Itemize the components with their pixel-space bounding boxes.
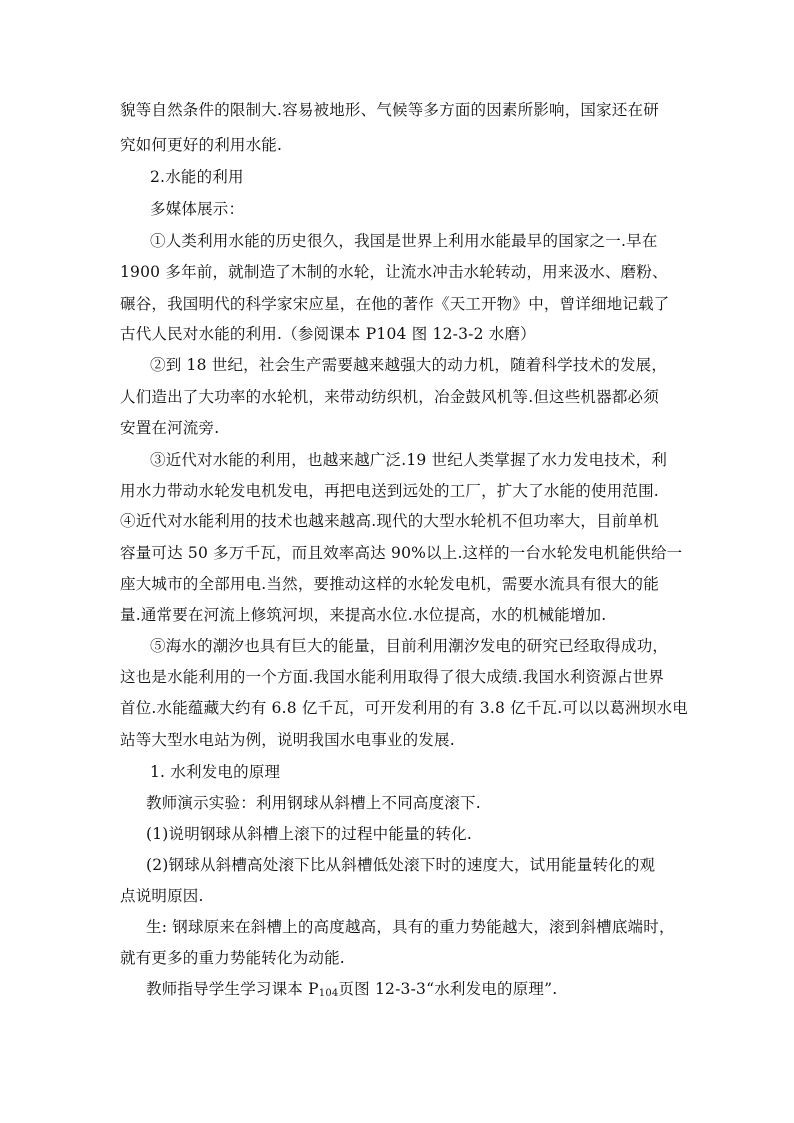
paragraph-line: 古代人民对水能的利用.（参阅课本 P104 图 12-3-2 水磨） (120, 325, 536, 343)
paragraph-line: 教师演示实验：利用钢球从斜槽上不同高度滚下. (146, 794, 481, 812)
paragraph-line: 人们造出了大功率的水轮机，来带动纺织机，冶金鼓风机等.但这些机器都必须 (120, 388, 659, 406)
paragraph-line: (2)钢球从斜槽高处滚下比从斜槽低处滚下时的速度大，试用能量转化的观 (146, 856, 656, 874)
line-text: 教师指导学生学习课本 P (146, 980, 319, 998)
paragraph-line: 安置在河流旁. (120, 419, 220, 437)
paragraph-line: 首位.水能蕴藏大约有 6.8 亿千瓦，可开发利用的有 3.8 亿千瓦.可以以葛洲坝水电 (120, 699, 688, 717)
paragraph-line: 量.通常要在河流上修筑河坝，来提高水位.水位提高，水的机械能增加. (120, 606, 607, 624)
paragraph-line: ③近代对水能的利用，也越来越广泛.19 世纪人类掌握了水力发电技术，利 (150, 451, 668, 469)
paragraph-line: 用水力带动水轮发电机发电，再把电送到远处的工厂，扩大了水能的使用范围. (120, 482, 659, 500)
paragraph-line: 就有更多的重力势能转化为动能. (120, 949, 345, 967)
paragraph-line: 站等大型水电站为例，说明我国水电事业的发展. (120, 731, 455, 749)
line-text: 页图 12-3-3“水利发电的原理”. (338, 980, 558, 998)
section-heading: 2.水能的利用 (150, 168, 244, 186)
section-heading: 1. 水利发电的原理 (150, 763, 281, 781)
paragraph-line: (1)说明钢球从斜槽上滚下的过程中能量的转化. (146, 825, 472, 843)
paragraph-line: ②到 18 世纪，社会生产需要越来越强大的动力机，随着科学技术的发展， (150, 356, 668, 374)
paragraph-line: ①人类利用水能的历史很久，我国是世界上利用水能最早的国家之一.早在 (150, 232, 658, 250)
page-subscript: 104 (318, 988, 339, 999)
paragraph-line: 多媒体展示： (150, 200, 245, 218)
paragraph-line (146, 977, 557, 999)
paragraph-line: 座大城市的全部用电.当然，要推动这样的水轮发电机，需要水流具有很大的能 (120, 575, 659, 593)
paragraph-line: 究如何更好的利用水能. (120, 136, 283, 154)
paragraph-line: 容量可达 50 多万千瓦，而且效率高达 90%以上.这样的一台水轮发电机能供给一 (120, 544, 683, 562)
paragraph-line: ④近代对水能利用的技术也越来越高.现代的大型水轮机不但功率大，目前单机 (120, 512, 659, 530)
paragraph-line: 生: 钢球原来在斜槽上的高度越高，具有的重力势能越大，滚到斜槽底端时， (146, 918, 675, 936)
paragraph-line: ⑤海水的潮汐也具有巨大的能量，目前利用潮汐发电的研究已经取得成功， (150, 637, 669, 655)
paragraph-line: 这也是水能利用的一个方面.我国水能利用取得了很大成绩.我国水利资源占世界 (120, 668, 665, 686)
paragraph-line: 1900 多年前，就制造了木制的水轮，让流水冲击水轮转动，用来汲水、磨粉、 (120, 263, 668, 281)
paragraph-line: 点说明原因. (120, 887, 204, 905)
paragraph-line: 貌等自然条件的限制大.容易被地形、气候等多方面的因素所影响，国家还在研 (120, 101, 659, 119)
paragraph-line: 碾谷，我国明代的科学家宋应星，在他的著作《天工开物》中，曾详细地记载了 (120, 295, 670, 313)
